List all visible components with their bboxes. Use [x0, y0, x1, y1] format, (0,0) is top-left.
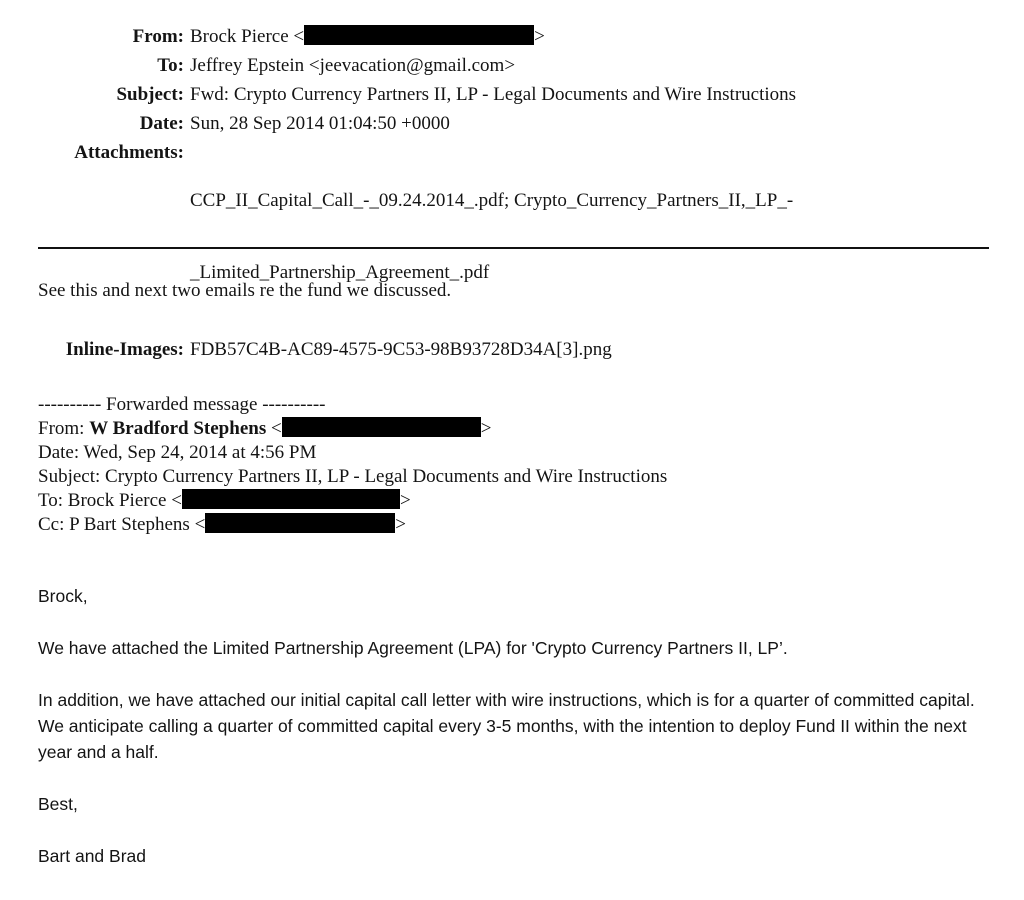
- attachments-line-2: _Limited_Partnership_Agreement_.pdf: [190, 262, 490, 283]
- forwarded-from-prefix: From:: [38, 418, 90, 439]
- from-label: From:: [132, 26, 184, 47]
- body-greeting: Brock,: [38, 586, 88, 606]
- redaction-bar: [205, 513, 395, 533]
- body-signature: Bart and Brad: [38, 846, 146, 866]
- email-body: [38, 583, 998, 895]
- subject-label: Subject:: [116, 84, 184, 105]
- to-label: To:: [157, 55, 184, 76]
- forwarded-to-prefix: To: Brock Pierce <: [38, 490, 182, 511]
- forwarded-subject-line: Subject: Crypto Currency Partners II, LP - Legal Documents and Wire Instructions: [38, 466, 668, 487]
- forwarded-from-line: [38, 417, 667, 441]
- header-divider: [38, 247, 989, 249]
- forwarded-header: [38, 393, 667, 537]
- forwarded-from-close: >: [480, 418, 492, 439]
- forwarded-to-line: [38, 489, 667, 513]
- body-paragraph-2: In addition, we have attached our initial capital call letter with wire instructions, which is for a quarter of committed capital. We anticipate calling a quarter of committed capital every 3-5 months, with the intention to deploy Fund II within the next year and a half.: [38, 690, 975, 762]
- subject-value: Fwd: Crypto Currency Partners II, LP - Legal Documents and Wire Instructions: [190, 84, 797, 105]
- forwarded-to-close: >: [399, 490, 411, 511]
- from-close: >: [534, 26, 545, 47]
- header-to-row: [0, 54, 1000, 78]
- header-from-row: [0, 25, 1000, 49]
- attachments-line-1: CCP_II_Capital_Call_-_09.24.2014_.pdf; Crypto_Currency_Partners_II,_LP_-: [190, 190, 794, 211]
- forwarded-cc-prefix: Cc: P Bart Stephens <: [38, 514, 206, 535]
- date-value: Sun, 28 Sep 2014 01:04:50 +0000: [190, 113, 450, 134]
- forwarded-from-name: W Bradford Stephens: [89, 418, 267, 439]
- email-header: [0, 25, 1000, 362]
- header-date-row: [0, 112, 1000, 136]
- redaction-bar: [304, 25, 534, 45]
- body-closing: Best,: [38, 794, 78, 814]
- body-paragraph-1: We have attached the Limited Partnership Agreement (LPA) for 'Crypto Currency Partners II, LP’.: [38, 638, 788, 658]
- forwarded-from-open: <: [266, 418, 282, 439]
- redaction-bar: [282, 417, 481, 437]
- attachments-label: Attachments:: [74, 142, 184, 163]
- from-value: Brock Pierce <: [190, 26, 305, 47]
- forwarded-cc-close: >: [395, 514, 406, 535]
- intro-text: See this and next two emails re the fund we discussed.: [38, 280, 452, 301]
- header-subject-row: [0, 83, 1000, 107]
- date-label: Date:: [139, 113, 184, 134]
- to-value: Jeffrey Epstein <jeevacation@gmail.com>: [190, 55, 516, 76]
- header-attachments-row: [0, 141, 1000, 333]
- forwarded-banner: ---------- Forwarded message ----------: [38, 394, 326, 415]
- header-inline-images-row: [0, 338, 1000, 362]
- forwarded-cc-line: [38, 513, 667, 537]
- inline-images-value: FDB57C4B-AC89-4575-9C53-98B93728D34A[3].png: [190, 339, 612, 360]
- inline-images-label: Inline-Images:: [65, 339, 184, 360]
- redaction-bar: [182, 489, 400, 509]
- forwarded-date-line: Date: Wed, Sep 24, 2014 at 4:56 PM: [38, 442, 317, 463]
